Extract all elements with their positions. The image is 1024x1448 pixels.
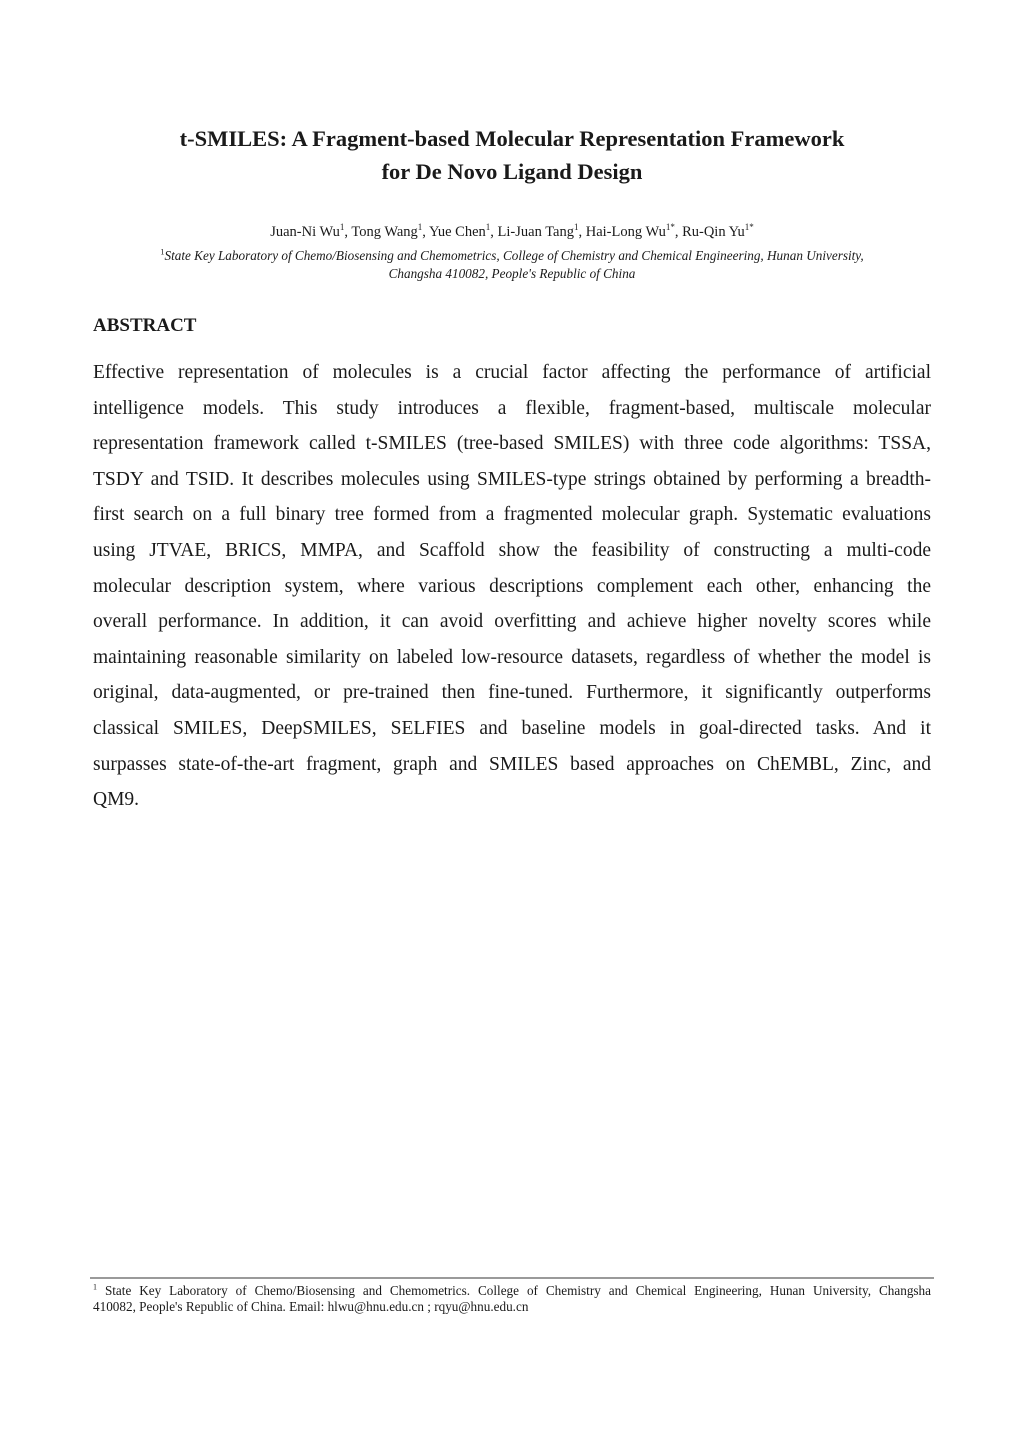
abstract-line: TSDY and TSID. It describes molecules using SMILES-type strings obtained by performing a breadth- <box>93 468 931 490</box>
footnote-mark: 1 <box>93 1282 97 1292</box>
affiliation-text: State Key Laboratory of Chemo/Biosensing and Chemometrics, College of Chemistry and Chemical Engineering, Hunan University, <box>164 248 864 263</box>
author-list: Juan-Ni Wu$^1$, Tong Wang$^1$, Yue Chen$^1$, Li-Juan Tang$^1$, Hai-Long $Wu^{1*}$, Ru-Qin $Yu^{1*}$ <box>270 222 754 240</box>
footnote-divider <box>90 1277 934 1279</box>
abstract-line: molecular description system, where various descriptions complement each other, enhancing the <box>93 575 931 597</box>
author-name: Hai-Long Wu <box>585 224 666 240</box>
abstract-line: surpasses state-of-the-art fragment, graph and SMILES based approaches on ChEMBL, Zinc, and <box>93 753 931 775</box>
affiliation-line <box>93 247 931 265</box>
footnote <box>93 1283 931 1315</box>
affiliation-mark: 1 <box>160 246 165 257</box>
author-name: Juan-Ni Wu <box>270 224 340 240</box>
author-name: Ru-Qin Yu <box>682 224 745 240</box>
footnote-line <box>93 1283 931 1299</box>
author-affiliation-mark: 1 <box>339 222 345 233</box>
affiliation-line: Changsha 410082, People's Republic of China <box>388 266 636 281</box>
abstract-line: intelligence models. This study introduces a flexible, fragment-based, multiscale molecular <box>93 397 931 419</box>
abstract-line: Effective representation of molecules is a crucial factor affecting the performance of artificial <box>93 362 931 383</box>
abstract-body <box>93 355 931 818</box>
abstract-line: classical SMILES, DeepSMILES, SELFIES and baseline models in goal-directed tasks. And it <box>93 717 931 739</box>
author-affiliation-mark: 1* <box>665 222 675 233</box>
abstract-heading: ABSTRACT <box>93 315 197 336</box>
footnote-text: State Key Laboratory of Chemo/Biosensing and Chemometrics. College of Chemistry and Chemical Engineering, Hunan University, Changsha <box>104 1283 931 1298</box>
author-name: Yue Chen <box>429 224 486 240</box>
abstract-line: QM9. <box>93 789 140 811</box>
abstract-line: representation framework called t-SMILES (tree-based SMILES) with three code algorithms: TSSA, <box>93 433 931 455</box>
author-affiliation-mark: 1* <box>744 222 754 233</box>
author-affiliation-mark: 1 <box>485 222 491 233</box>
title-line: t-SMILES: A Fragment-based Molecular Representation Framework <box>179 126 845 151</box>
abstract-line: maintaining reasonable similarity on labeled low-resource datasets, regardless of whether the model is <box>93 646 931 668</box>
abstract-line: using JTVAE, BRICS, MMPA, and Scaffold show the feasibility of constructing a multi-code <box>93 539 931 561</box>
paper-title <box>0 122 1024 188</box>
footnote-line: 410082, People's Republic of China. Email: hlwu@hnu.edu.cn ; rqyu@hnu.edu.cn <box>93 1299 529 1314</box>
author-affiliation-mark: 1 <box>573 222 579 233</box>
author-name: Li-Juan Tang <box>497 224 574 240</box>
abstract-line: overall performance. In addition, it can avoid overfitting and achieve higher novelty scores while <box>93 611 931 633</box>
abstract-line: original, data-augmented, or pre-trained then fine-tuned. Furthermore, it significantly outperforms <box>93 682 931 704</box>
title-line: for De Novo Ligand Design <box>381 159 643 184</box>
author-name: Tong Wang <box>351 224 418 240</box>
author-affiliation-mark: 1 <box>417 222 423 233</box>
affiliation <box>93 247 931 283</box>
abstract-line: first search on a full binary tree formed from a fragmented molecular graph. Systematic evaluations <box>93 504 931 526</box>
